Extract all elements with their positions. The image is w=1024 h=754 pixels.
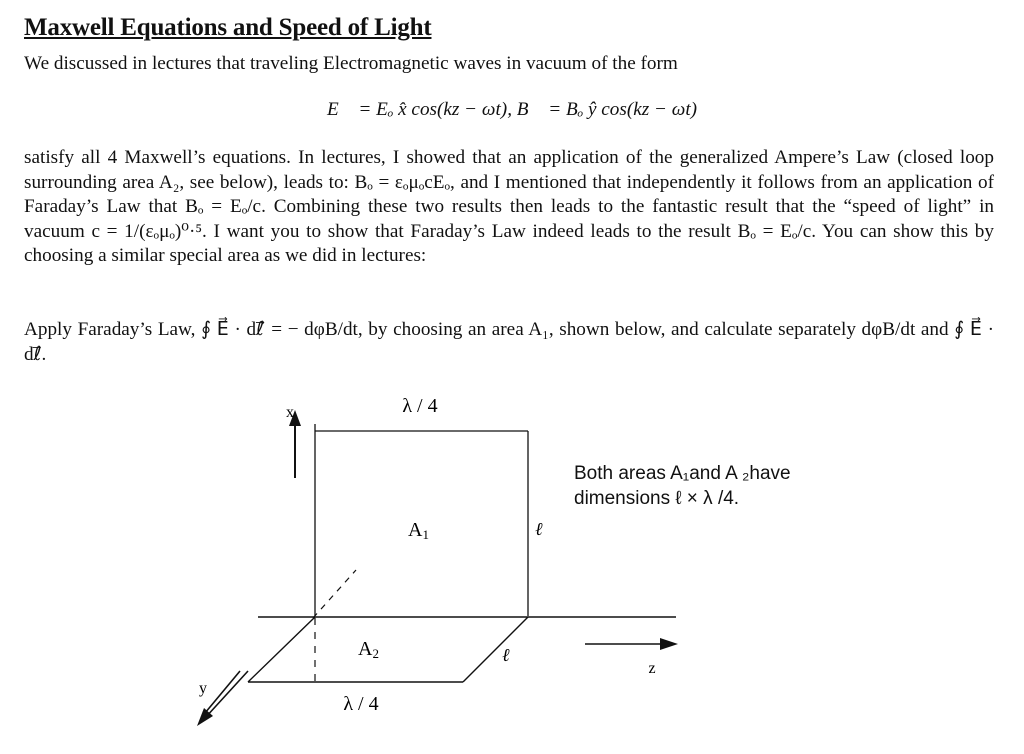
y-axis-line <box>205 671 240 713</box>
y-axis-label: y <box>199 680 207 697</box>
dimensions-note <box>574 461 791 511</box>
wave-equation: E⃗ = Eₒ x̂ cos(kz − ωt), B⃗ = Bₒ ŷ cos(kz − ωt) <box>326 99 698 120</box>
z-axis-label: z <box>648 660 656 677</box>
ell-bottom-label: ℓ <box>502 645 510 665</box>
paragraph-ampere-faraday: satisfy all 4 Maxwell’s equations. In lectures, I showed that an application of the generalized Ampere’s Law (closed loop surrounding area A₂, see below), leads to: Bₒ = εₒμₒcEₒ, and I mentioned that independently it follows from an application of Faraday’s Law that Bₒ = Eₒ/c. Combining these two results then leads to the fantastic result that the “speed of light” in vacuum c = 1/(εₒμₒ)⁰·⁵. I want you to show that Faraday’s Law indeed leads to the result Bₒ = Eₒ/c. You can show this by choosing a similar special area as we did in lectures: <box>24 147 994 266</box>
page-title: Maxwell Equations and Speed of Light <box>24 14 432 41</box>
z-axis-arrowhead <box>660 638 678 650</box>
lambda-quarter-top-label: λ / 4 <box>402 395 438 417</box>
intro-text: We discussed in lectures that traveling Electromagnetic waves in vacuum of the form <box>24 53 678 74</box>
dashed-diagonal <box>313 570 356 618</box>
lambda-quarter-bottom-label: λ / 4 <box>343 693 379 715</box>
loop-areas-diagram <box>0 380 1024 754</box>
paragraph-apply-faraday: Apply Faraday’s Law, ∮ E⃗ · dℓ⃗ = − dφB/dt, by choosing an area A₁, shown below, and calculate separately dφB/dt and ∮ E⃗ · dℓ⃗. <box>24 319 994 365</box>
area-a2-back-edge <box>248 617 315 682</box>
x-axis-label: x <box>286 404 294 421</box>
area-a2-label: A2 <box>358 638 379 661</box>
dimensions-note-line-1: Both areas A₁and A ₂have <box>574 463 791 484</box>
area-a1-label: A1 <box>408 519 429 542</box>
ell-right-label: ℓ <box>535 519 543 539</box>
dimensions-note-line-2: dimensions ℓ × λ /4. <box>574 488 740 509</box>
area-a2-front-edge <box>463 617 528 682</box>
y-axis-arrow-shaft <box>205 671 248 718</box>
